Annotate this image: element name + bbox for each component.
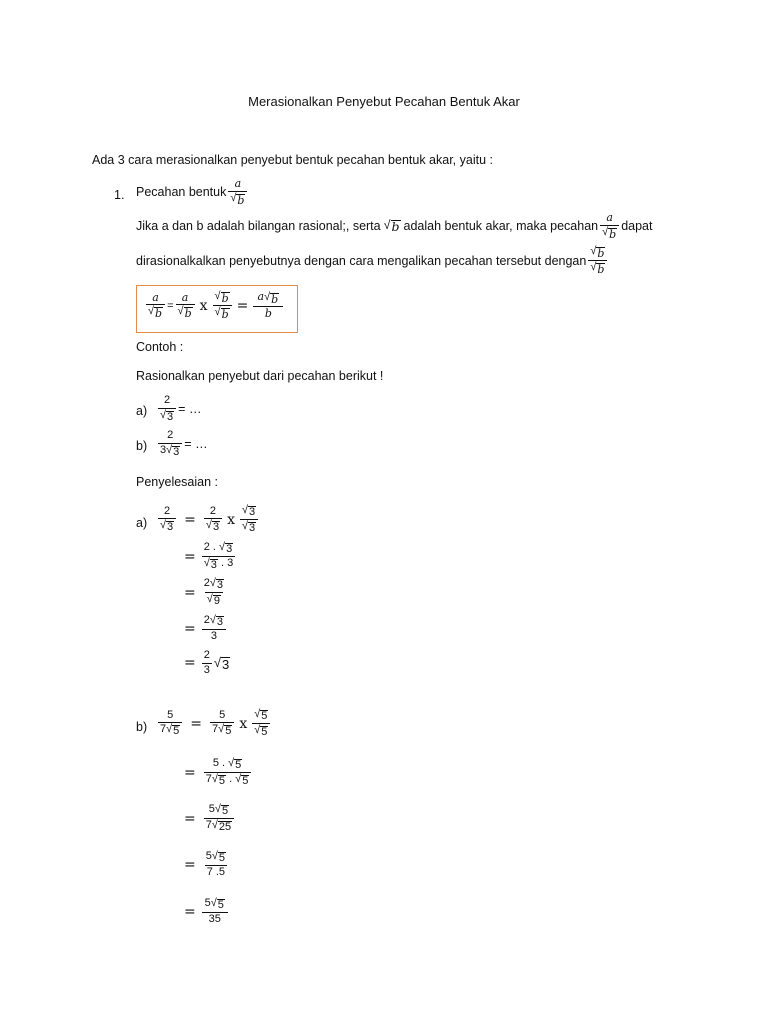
intro-text: Ada 3 cara merasionalkan penyebut bentuk pecahan bentuk akar, yaitu : [92, 153, 493, 167]
solution-b-step1: 5 7 √ 5 = 5 7 √ 5 x √ 5 √ 5 [156, 709, 272, 738]
item1-heading [136, 178, 249, 206]
problem-a-label: a) [136, 404, 148, 418]
instruction-text: Rasionalkan penyebut dari pecahan berikut ! [136, 369, 384, 383]
solution-b-step4: = 5 √ 5 7 .5 [184, 850, 226, 878]
solution-a-step3: = 2 √ 3 √ 9 [184, 577, 224, 607]
contoh-heading: Contoh : [136, 340, 184, 354]
item1-line2: Jika a dan b adalah bilangan rasional;, serta √ b adalah bentuk akar, maka pecahan a √ b dapat [136, 211, 653, 241]
solution-b-step2: = 5 . √ 5 7 √ 5 . √ 5 [184, 758, 253, 787]
problem-b: 2 3 √ 3 = … [160, 429, 208, 458]
solution-a-step5: = $\frac{2}{3}$ √ 3 [184, 649, 230, 676]
problem-b-label: b) [136, 439, 148, 453]
item1-line3: dirasionalkalkan penyebutnya dengan cara mengalikan pecahan tersebut dengan √ b √ b [136, 246, 609, 275]
problem-a: 2 √ 3 = … [160, 394, 202, 423]
solution-a-label: a) [136, 516, 148, 530]
list-number: 1. [114, 188, 125, 202]
fraction-a-over-root-b: a √ b [228, 178, 247, 206]
formula: a √ b = a √ b x √ b √ b = a √ b b [144, 291, 285, 320]
solution-b-label: b) [136, 720, 148, 734]
solution-a-step4: = 2 √ 3 3 [184, 615, 228, 643]
solution-a-step2: = 2 . √ 3 √ 3 . 3 [184, 541, 234, 571]
page-title: Merasionalkan Penyebut Pecahan Bentuk Akar [248, 94, 520, 109]
solution-b-step5: = 5 √ 5 35 [184, 898, 230, 926]
fraction-a-over-root-b: a √ b [600, 212, 619, 240]
solution-a-step1: 2 √ 3 = 2 √ 3 x √ 3 √ 3 [156, 505, 260, 534]
root-b: √ b [383, 217, 400, 234]
solution-b-step3: = 5 √ 5 7 √ 25 [184, 804, 236, 833]
item1-label: Pecahan bentuk [136, 184, 227, 199]
fraction-root-b-over-root-b: √ b √ b [588, 246, 607, 275]
penyelesaian-heading: Penyelesaian : [136, 475, 219, 489]
